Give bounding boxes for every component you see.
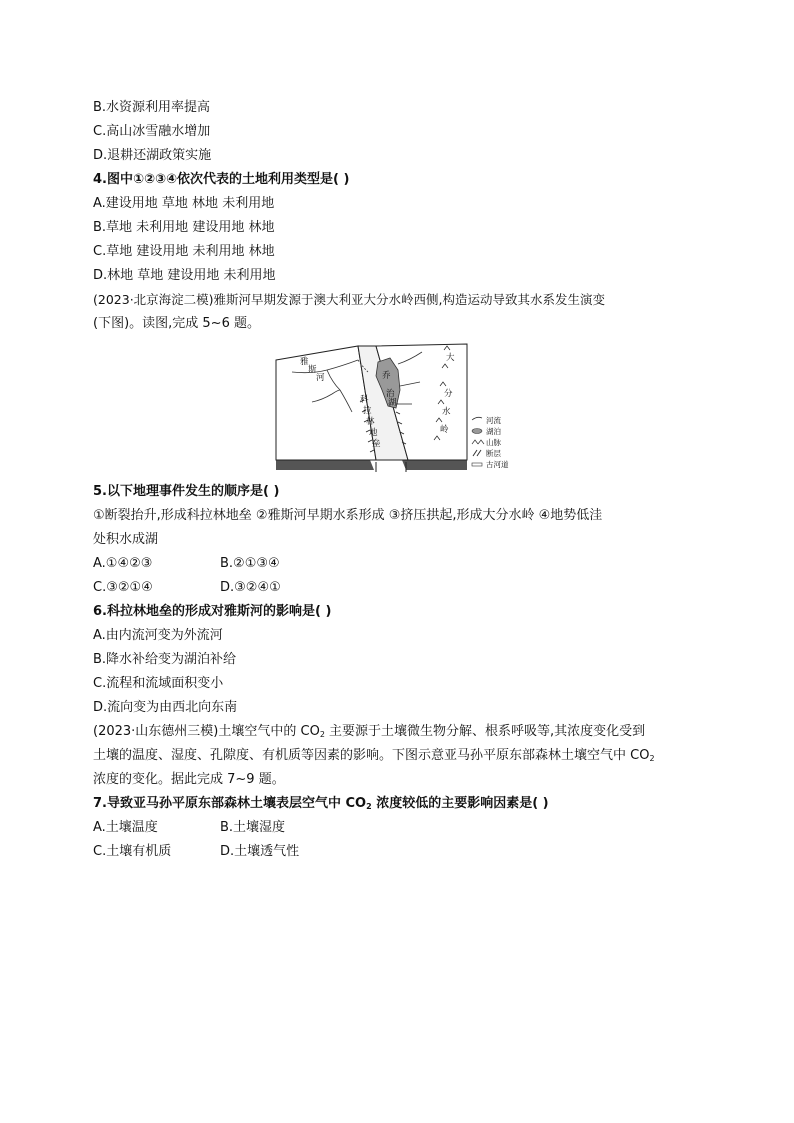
passage1-line1: (2023·北京海淀二模)雅斯河早期发源于澳大利亚大分水岭西侧,构造运动导致其水系发生演变 <box>93 292 606 307</box>
lake-label-2: 治 <box>386 389 395 399</box>
q4-option-b: B.草地 未利用地 建设用地 林地 <box>93 220 275 235</box>
q3-option-d: D.退耕还湖政策实施 <box>93 148 212 163</box>
q6-option-a: A.由内流河变为外流河 <box>93 628 223 643</box>
figure-legend <box>472 415 509 469</box>
q7-option-c: C.土壤有机质 <box>93 844 172 859</box>
horst-label-4: 地 <box>369 428 378 438</box>
river-label-1: 雅 <box>300 357 309 367</box>
river-label-2: 斯 <box>308 365 317 375</box>
q3-option-c: C.高山冰雪融水增加 <box>93 124 211 139</box>
q6-stem: 6.科拉林地垒的形成对雅斯河的影响是( ) <box>93 604 332 619</box>
q6-option-d: D.流向变为由西北向东南 <box>93 700 238 715</box>
q5-option-c: C.③②①④ <box>93 580 153 595</box>
q6-option-b: B.降水补给变为湖泊补给 <box>93 652 237 667</box>
passage2-line2: 土壤的温度、湿度、孔隙度、有机质等因素的影响。下图示意亚马孙平原东部森林土壤空气中 $CO_2$ <box>93 748 655 763</box>
tectonic-block-diagram <box>272 342 522 477</box>
q4-stem: 4.图中①②③④依次代表的土地利用类型是( ) <box>93 172 350 187</box>
range-label-3: 水 <box>442 407 451 417</box>
legend-lake: 湖泊 <box>486 427 501 436</box>
q5-option-a: A.①④②③ <box>93 556 153 571</box>
q5-option-b: B.②①③④ <box>220 556 280 571</box>
q7-option-b: B.土壤湿度 <box>220 820 286 835</box>
q5-option-d: D.③②④① <box>220 580 281 595</box>
passage2-line1: (2023·山东德州三模)土壤空气中的 $CO_2$ 主要源于土壤微生物分解、根系呼吸等,其浓度变化受到 <box>93 724 646 739</box>
passage2-line3: 浓度的变化。据此完成 7~9 题。 <box>93 772 285 787</box>
legend-ancient-channel: 古河道 <box>486 460 509 469</box>
passage1-line2: (下图)。读图,完成 5~6 题。 <box>93 316 260 331</box>
q3-option-b: B.水资源利用率提高 <box>93 100 211 115</box>
horst-label-5: 垒 <box>372 439 381 449</box>
q6-option-c: C.流程和流域面积变小 <box>93 676 224 691</box>
q5-items-line1: ①断裂抬升,形成科拉林地垒 ②雅斯河早期水系形成 ③挤压拱起,形成大分水岭 ④地势低洼 <box>93 508 603 523</box>
lake-label-1: 乔 <box>382 371 391 381</box>
q7-stem: 7.导致亚马孙平原东部森林土壤表层空气中 $CO_2$ 浓度较低的主要影响因素是( ) <box>93 796 549 811</box>
range-label-1: 大 <box>446 353 455 363</box>
river-label-3: 河 <box>316 373 325 383</box>
q5-stem: 5.以下地理事件发生的顺序是( ) <box>93 484 280 499</box>
q4-option-c: C.草地 建设用地 未利用地 林地 <box>93 244 275 259</box>
q4-option-a: A.建设用地 草地 林地 未利用地 <box>93 196 275 211</box>
horst-label-3: 林 <box>366 417 375 427</box>
range-label-4: 岭 <box>440 425 449 435</box>
q5-items-line2: 处积水成湖 <box>93 532 159 547</box>
horst-label-2: 拉 <box>363 406 372 416</box>
lake-label-3: 湖 <box>388 398 397 408</box>
q4-option-d: D.林地 草地 建设用地 未利用地 <box>93 268 276 283</box>
range-label-2: 分 <box>444 389 453 399</box>
legend-mountain: 山脉 <box>486 438 501 447</box>
q7-option-a: A.土壤温度 <box>93 820 158 835</box>
q7-option-d: D.土壤透气性 <box>220 844 300 859</box>
legend-fault: 断层 <box>486 449 501 458</box>
legend-river: 河流 <box>486 416 501 425</box>
horst-label-1: 科 <box>360 395 369 405</box>
